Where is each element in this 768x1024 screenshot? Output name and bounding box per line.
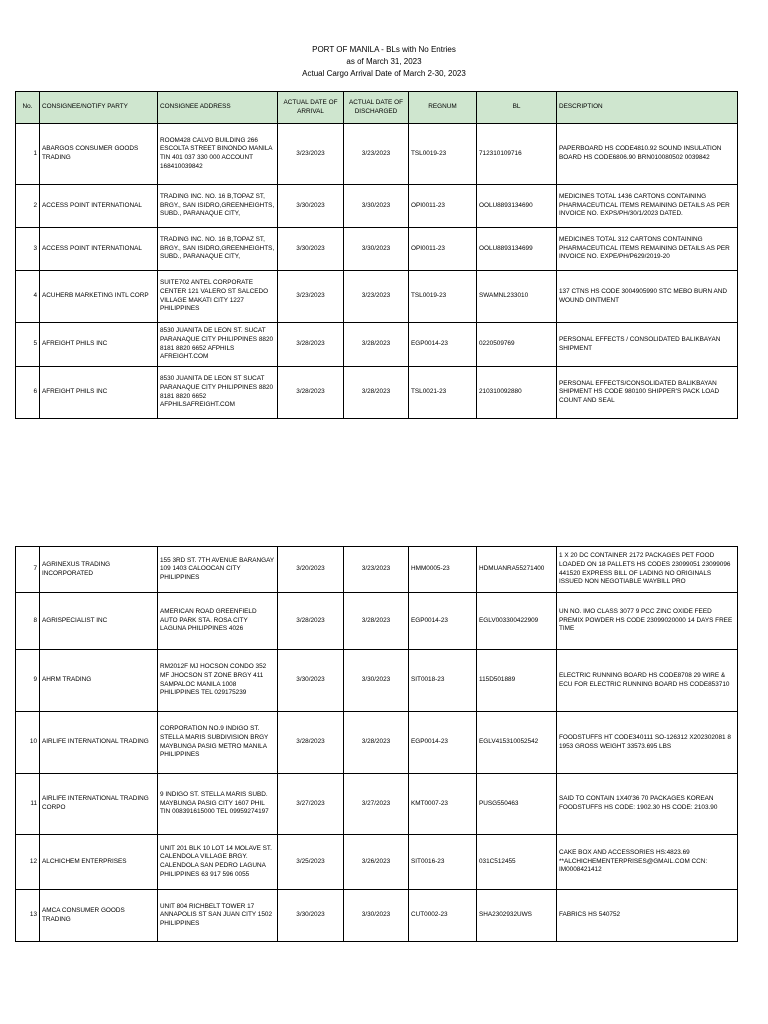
reg-number: TSL0021-23 <box>409 367 477 419</box>
col-consignee: CONSIGNEE/NOTIFY PARTY <box>40 92 158 124</box>
table-row <box>16 124 738 185</box>
discharged-date: 3/30/2023 <box>344 185 409 228</box>
bl-table-bottom <box>15 546 738 942</box>
cargo-description: CAKE BOX AND ACCESSORIES HS:4823.69 **ALCHICHEMENTERPRISES@GMAIL.COM CCN: IM0008421412 <box>557 835 738 890</box>
consignee-name: AIRLIFE INTERNATIONAL TRADING CORPO <box>40 774 158 835</box>
consignee-name: AMCA CONSUMER GOODS TRADING <box>40 890 158 942</box>
consignee-name: ABARGOS CONSUMER GOODS TRADING <box>40 124 158 185</box>
bl-number: OOLU8893134690 <box>477 185 557 228</box>
reg-number: OPI0011-23 <box>409 185 477 228</box>
bl-number: EGLV003300422909 <box>477 593 557 650</box>
table-row <box>16 774 738 835</box>
cargo-description: PERSONAL EFFECTS / CONSOLIDATED BALIKBAYAN SHIPMENT <box>557 323 738 367</box>
consignee-address: CORPORATION NO.9 INDIGO ST. STELLA MARIS SUBDIVISION BRGY MAYBUNGA PASIG METRO MANILA PHILIPPINES <box>158 712 278 774</box>
discharged-date: 3/27/2023 <box>344 774 409 835</box>
discharged-date: 3/30/2023 <box>344 650 409 712</box>
reg-number: OPI0011-23 <box>409 228 477 271</box>
bl-number: 712310109716 <box>477 124 557 185</box>
discharged-date: 3/28/2023 <box>344 323 409 367</box>
report-title: PORT OF MANILA - BLs with No Entries <box>312 45 456 54</box>
reg-number: CUT0002-23 <box>409 890 477 942</box>
row-number: 5 <box>16 323 40 367</box>
consignee-address: TRADING INC. NO. 16 B,TOPAZ ST, BRGY., SAN ISIDRO,GREENHEIGHTS, SUBD., PARANAQUE CITY, <box>158 185 278 228</box>
consignee-address: ROOM428 CALVO BUILDING 266 ESCOLTA STREET BINONDO MANILA TIN 401 037 330 000 ACCOUNT 168410039842 <box>158 124 278 185</box>
discharged-date: 3/23/2023 <box>344 124 409 185</box>
cargo-description: MEDICINES TOTAL 1436 CARTONS CONTAINING PHARMACEUTICAL ITEMS REMAINING DETAILS AS PER INVOICE NO. EXPS/PH/30/1/2023 DATED. <box>557 185 738 228</box>
discharged-date: 3/28/2023 <box>344 712 409 774</box>
consignee-address: SUITE702 ANTEL CORPORATE CENTER 121 VALERO ST SALCEDO VILLAGE MAKATI CITY 1227 PHILIPPINES <box>158 271 278 323</box>
cargo-description: MEDICINES TOTAL 312 CARTONS CONTAINING PHARMACEUTICAL ITEMS REMAINING DETAILS AS PER INVOICE NO. EXPE/PH/P629/2019-20 <box>557 228 738 271</box>
consignee-address: UNIT 201 BLK 10 LOT 14 MOLAVE ST. CALENDOLA VILLAGE BRGY. CALENDOLA SAN PEDRO LAGUNA PHILIPPINES 63 917 596 0055 <box>158 835 278 890</box>
col-discharged: ACTUAL DATE OF DISCHARGED <box>344 92 409 124</box>
arrival-date: 3/30/2023 <box>278 228 344 271</box>
cargo-description: FOODSTUFFS HT CODE340111 SO-126312 X202302081 8 1953 GROSS WEIGHT 33573.695 LBS <box>557 712 738 774</box>
table-row <box>16 367 738 419</box>
consignee-address: TRADING INC. NO. 16 B,TOPAZ ST, BRGY., SAN ISIDRO,GREENHEIGHTS, SUBD., PARANAQUE CITY, <box>158 228 278 271</box>
arrival-date: 3/30/2023 <box>278 185 344 228</box>
reg-number: HMM0005-23 <box>409 547 477 593</box>
bl-number: 0220509769 <box>477 323 557 367</box>
reg-number: EGP0014-23 <box>409 323 477 367</box>
consignee-name: ALCHICHEM ENTERPRISES <box>40 835 158 890</box>
reg-number: TSL0019-23 <box>409 271 477 323</box>
discharged-date: 3/28/2023 <box>344 593 409 650</box>
consignee-address: RM2012F MJ HOCSON CONDO 352 MF JHOCSON ST ZONE BRGY 411 SAMPALOC MANILA 1008 PHILIPPINES TEL 029175239 <box>158 650 278 712</box>
table-row <box>16 835 738 890</box>
row-number: 8 <box>16 593 40 650</box>
reg-number: TSL0019-23 <box>409 124 477 185</box>
cargo-description: SAID TO CONTAIN 1X40'36 70 PACKAGES KOREAN FOODSTUFFS HS CODE: 1902.30 HS CODE: 2103.90 <box>557 774 738 835</box>
bl-number: 031C512455 <box>477 835 557 890</box>
arrival-date: 3/30/2023 <box>278 890 344 942</box>
row-number: 11 <box>16 774 40 835</box>
row-number: 1 <box>16 124 40 185</box>
arrival-date: 3/23/2023 <box>278 124 344 185</box>
bl-number: PUSG550463 <box>477 774 557 835</box>
table-row <box>16 712 738 774</box>
row-number: 2 <box>16 185 40 228</box>
reg-number: EGP0014-23 <box>409 712 477 774</box>
consignee-address: AMERICAN ROAD GREENFIELD AUTO PARK STA. ROSA CITY LAGUNA PHILIPPINES 4026 <box>158 593 278 650</box>
discharged-date: 3/23/2023 <box>344 271 409 323</box>
report-date: as of March 31, 2023 <box>346 57 422 66</box>
table-row <box>16 271 738 323</box>
table-row <box>16 185 738 228</box>
table-row <box>16 323 738 367</box>
consignee-name: ACCESS POINT INTERNATIONAL <box>40 228 158 271</box>
consignee-name: AHRM TRADING <box>40 650 158 712</box>
consignee-address: 8530 JUANITA DE LEON ST SUCAT PARANAQUE CITY PHILIPPINES 8820 8181 8820 6652 AFPHILSAFREIGHT.COM <box>158 367 278 419</box>
bl-number: 210310092880 <box>477 367 557 419</box>
col-address: CONSIGNEE ADDRESS <box>158 92 278 124</box>
discharged-date: 3/30/2023 <box>344 890 409 942</box>
cargo-description: FABRICS HS 540752 <box>557 890 738 942</box>
cargo-description: 1 X 20 DC CONTAINER 2172 PACKAGES PET FOOD LOADED ON 18 PALLETS HS CODES 23099051 23099096 441520 EXPRESS BILL OF LADING NO ORIGINALS ISSUED NON NEGOTIABLE WAYBILL PRO <box>557 547 738 593</box>
discharged-date: 3/28/2023 <box>344 367 409 419</box>
consignee-address: 9 INDIGO ST. STELLA MARIS SUBD. MAYBUNGA PASIG CITY 1607 PHIL TIN 008391615000 TEL 09959274197 <box>158 774 278 835</box>
discharged-date: 3/23/2023 <box>344 547 409 593</box>
cargo-description: UN NO. IMO CLASS 3077 9 PCC ZINC OXIDE FEED PREMIX POWDER HS CODE 23099020000 14 DAYS FREE TIME <box>557 593 738 650</box>
arrival-date: 3/27/2023 <box>278 774 344 835</box>
bl-number: SWAMNL233010 <box>477 271 557 323</box>
table-row <box>16 593 738 650</box>
arrival-date: 3/25/2023 <box>278 835 344 890</box>
col-bl: BL <box>477 92 557 124</box>
row-number: 9 <box>16 650 40 712</box>
consignee-name: AGRISPECIALIST INC <box>40 593 158 650</box>
col-arrival: ACTUAL DATE OF ARRIVAL <box>278 92 344 124</box>
arrival-date: 3/28/2023 <box>278 323 344 367</box>
reg-number: SIT0016-23 <box>409 835 477 890</box>
arrival-date: 3/28/2023 <box>278 712 344 774</box>
consignee-name: ACUHERB MARKETING INTL CORP <box>40 271 158 323</box>
row-number: 7 <box>16 547 40 593</box>
reg-number: SIT0018-23 <box>409 650 477 712</box>
discharged-date: 3/26/2023 <box>344 835 409 890</box>
cargo-description: ELECTRIC RUNNING BOARD HS CODE8708 29 WIRE & ECU FOR ELECTRIC RUNNING BOARD HS CODE853710 <box>557 650 738 712</box>
consignee-name: AIRLIFE INTERNATIONAL TRADING <box>40 712 158 774</box>
header-row <box>16 92 738 124</box>
bl-number: 115D501889 <box>477 650 557 712</box>
table-row <box>16 547 738 593</box>
consignee-address: UNIT 804 RICHBELT TOWER 17 ANNAPOLIS ST SAN JUAN CITY 1502 PHILIPPINES <box>158 890 278 942</box>
arrival-date: 3/23/2023 <box>278 271 344 323</box>
row-number: 3 <box>16 228 40 271</box>
arrival-date: 3/28/2023 <box>278 367 344 419</box>
row-number: 6 <box>16 367 40 419</box>
reg-number: EGP0014-23 <box>409 593 477 650</box>
discharged-date: 3/30/2023 <box>344 228 409 271</box>
cargo-description: PAPERBOARD HS CODE4810.92 SOUND INSULATION BOARD HS CODE6806.90 BRN010080502 0039842 <box>557 124 738 185</box>
row-number: 4 <box>16 271 40 323</box>
col-description: DESCRIPTION <box>557 92 738 124</box>
consignee-name: AGRINEXUS TRADING INCORPORATED <box>40 547 158 593</box>
col-regnum: REGNUM <box>409 92 477 124</box>
arrival-date: 3/30/2023 <box>278 650 344 712</box>
consignee-address: 8530 JUANITA DE LEON ST. SUCAT PARANAQUE CITY PHILIPPINES 8820 8181 8820 6652 AFPHILS AFREIGHT.COM <box>158 323 278 367</box>
table-row <box>16 650 738 712</box>
report-subtitle: Actual Cargo Arrival Date of March 2-30, 2023 <box>302 69 466 78</box>
row-number: 12 <box>16 835 40 890</box>
cargo-description: 137 CTNS HS CODE 3004905990 STC MEBO BURN AND WOUND OINTMENT <box>557 271 738 323</box>
row-number: 13 <box>16 890 40 942</box>
consignee-name: AFREIGHT PHILS INC <box>40 323 158 367</box>
bl-number: EGLV415310052542 <box>477 712 557 774</box>
arrival-date: 3/28/2023 <box>278 593 344 650</box>
arrival-date: 3/20/2023 <box>278 547 344 593</box>
consignee-address: 155 3RD ST. 7TH AVENUE BARANGAY 109 1403 CALOOCAN CITY PHILIPPINES <box>158 547 278 593</box>
bl-number: HDMUANRA55271400 <box>477 547 557 593</box>
consignee-name: AFREIGHT PHILS INC <box>40 367 158 419</box>
table-row <box>16 228 738 271</box>
bl-number: SHA2302932UWS <box>477 890 557 942</box>
consignee-name: ACCESS POINT INTERNATIONAL <box>40 185 158 228</box>
bl-number: OOLU8893134699 <box>477 228 557 271</box>
bl-table-top <box>15 91 738 419</box>
row-number: 10 <box>16 712 40 774</box>
cargo-description: PERSONAL EFFECTS/CONSOLIDATED BALIKBAYAN SHIPMENT HS CODE 980100 SHIPPER'S PACK LOAD COUNT AND SEAL <box>557 367 738 419</box>
col-no: No. <box>16 92 40 124</box>
reg-number: KMT0007-23 <box>409 774 477 835</box>
table-row <box>16 890 738 942</box>
